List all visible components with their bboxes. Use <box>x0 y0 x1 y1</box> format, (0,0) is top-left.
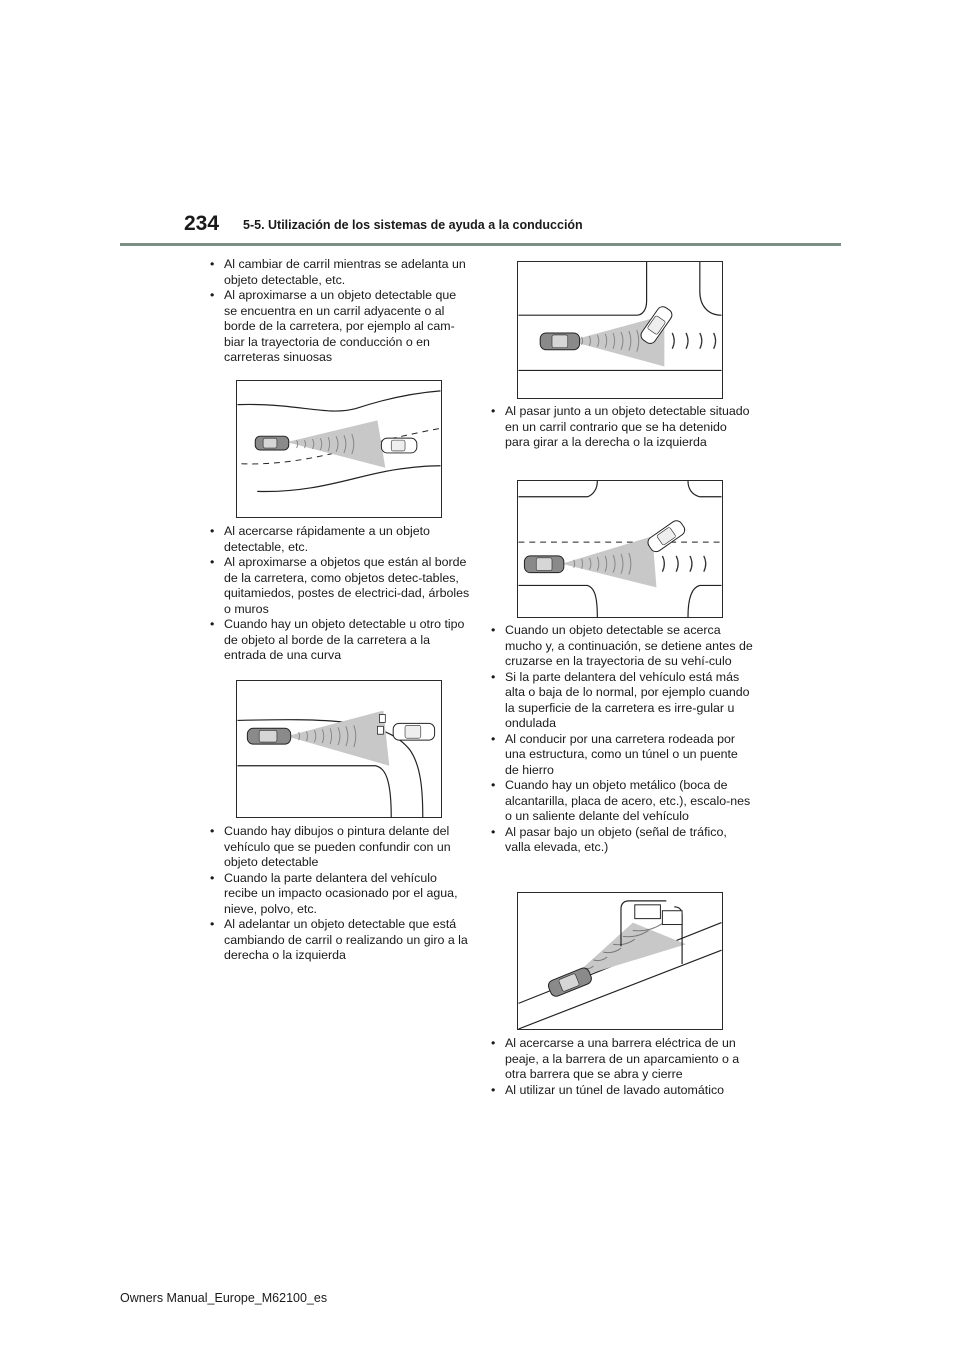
page-number: 234 <box>184 212 220 235</box>
list-item: • Al aproximarse a un objeto detectable que se encuentra en un carril adyacente o al borde de la carretera, por ejemplo al cam-biar la trayectoria de conducción o en carreteras sinuosas <box>210 288 472 366</box>
left-list-2 <box>210 524 472 664</box>
figure-overhead-sign <box>517 892 723 1030</box>
left-list-1 <box>210 257 472 366</box>
list-item: • Al utilizar un túnel de lavado automático <box>491 1083 755 1099</box>
list-item: • Si la parte delantera del vehículo está más alta o baja de lo normal, por ejemplo cuando la superficie de la carretera es irre-gular u ondulada <box>491 670 755 732</box>
list-item: • Al aproximarse a objetos que están al borde de la carretera, como objetos detec-tables, quitamiedos, postes de electrici-dad, árboles o muros <box>210 555 472 617</box>
own-vehicle <box>247 728 290 744</box>
list-item: • Cuando hay un objeto detectable u otro tipo de objeto al borde de la carretera a la entrada de una curva <box>210 617 472 664</box>
list-item: • Al acercarse a una barrera eléctrica de un peaje, a la barrera de un aparcamiento o a otra barrera que se abra y cierre <box>491 1036 755 1083</box>
left-list-3 <box>210 824 472 964</box>
right-list-3 <box>491 1036 755 1098</box>
section-title: 5-5. Utilización de los sistemas de ayuda a la conducción <box>243 218 583 232</box>
footer-text: Owners Manual_Europe_M62100_es <box>120 1291 328 1305</box>
list-item: • Al pasar bajo un objeto (señal de tráfico, valla elevada, etc.) <box>491 825 755 856</box>
own-vehicle <box>547 966 593 998</box>
own-vehicle <box>540 333 579 350</box>
right-list-1 <box>491 404 755 451</box>
list-item: • Al conducir por una carretera rodeada por una estructura, como un túnel o un puente de hierro <box>491 732 755 779</box>
list-item: • Cuando hay dibujos o pintura delante del vehículo que se pueden confundir con un objeto detectable <box>210 824 472 871</box>
list-item: • Al cambiar de carril mientras se adelanta un objeto detectable, etc. <box>210 257 472 288</box>
list-item: • Cuando un objeto detectable se acerca mucho y, a continuación, se detiene antes de cruzarse en la trayectoria de su vehí-culo <box>491 623 755 670</box>
figure-curved-road-adjacent-lane <box>236 380 442 518</box>
own-vehicle <box>524 556 563 573</box>
right-list-2 <box>491 623 755 856</box>
own-vehicle <box>255 436 289 450</box>
figure-intersection-turning-vehicle <box>517 261 723 399</box>
list-item: • Cuando la parte delantera del vehículo recibe un impacto ocasionado por el agua, nieve, polvo, etc. <box>210 871 472 918</box>
detected-vehicle <box>393 723 434 740</box>
figure-curve-entrance-object <box>236 680 442 818</box>
list-item: • Al acercarse rápidamente a un objeto detectable, etc. <box>210 524 472 555</box>
detected-vehicle <box>646 518 687 554</box>
detected-vehicle <box>381 438 416 453</box>
list-item: • Cuando hay un objeto metálico (boca de alcantarilla, placa de acero, etc.), escalo-nes o un saliente delante del vehículo <box>491 778 755 825</box>
figure-oncoming-turning-vehicle <box>517 480 723 618</box>
list-item: • Al adelantar un objeto detectable que está cambiando de carril o realizando un giro a la derecha o la izquierda <box>210 917 472 964</box>
list-item: • Al pasar junto a un objeto detectable situado en un carril contrario que se ha detenido para girar a la derecha o la izquierda <box>491 404 755 451</box>
header-rule <box>120 243 841 246</box>
